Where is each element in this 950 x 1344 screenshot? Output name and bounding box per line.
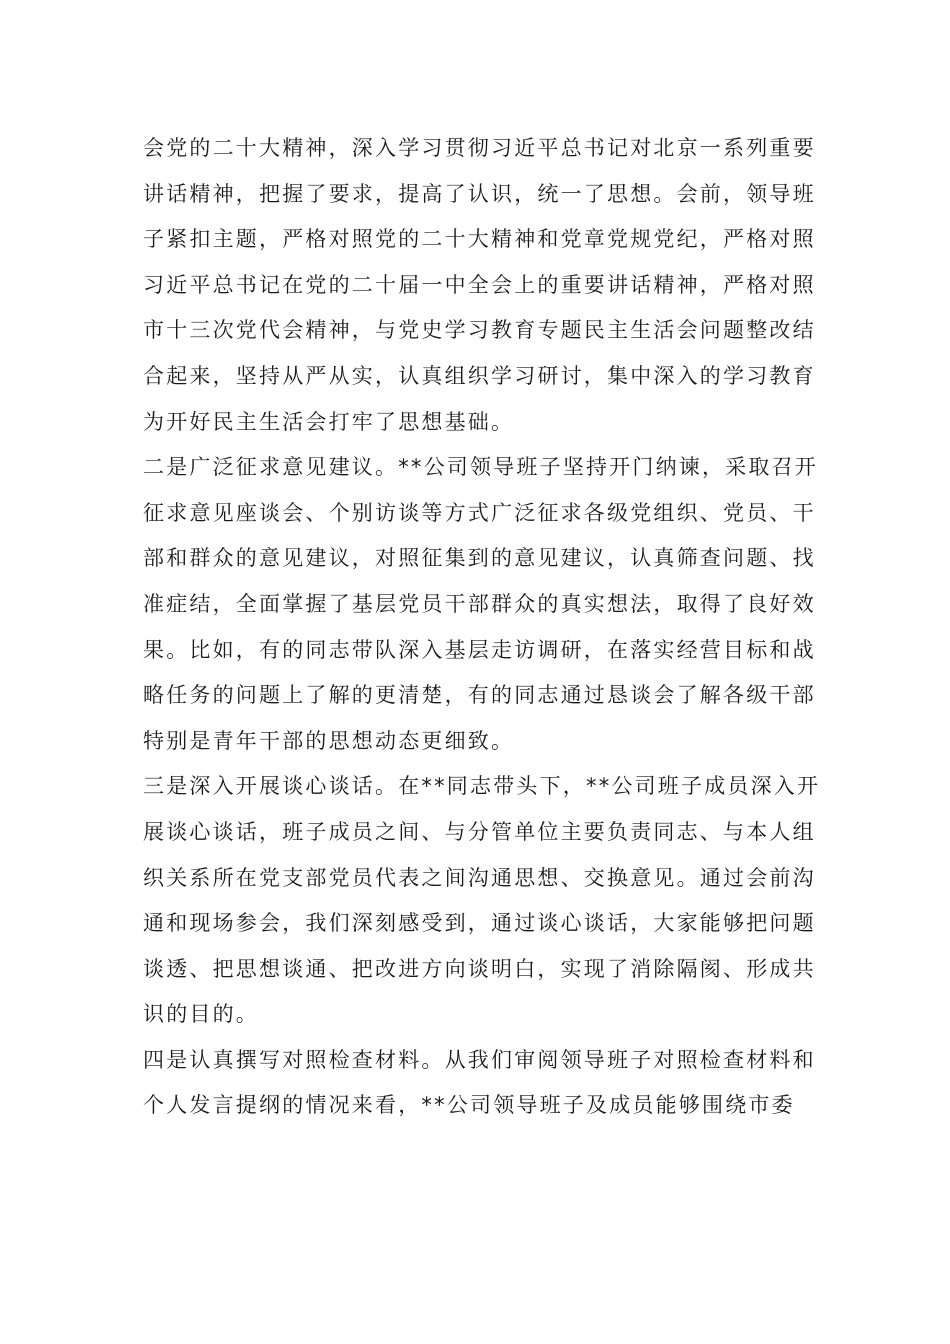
text-line: 三是深入开展谈心谈话。在**同志带头下，**公司班子成员深入开 [143,774,821,799]
text-line: 谈透、把思想谈通、把改进方向谈明白，实现了消除隔阂、形成共 [143,956,816,981]
text-line: 部和群众的意见建议，对照征集到的意见建议，认真筛查问题、找 [143,546,816,571]
text-line: 市十三次党代会精神，与党史学习教育专题民主生活会问题整改结 [143,318,816,343]
text-line: 略任务的问题上了解的更清楚，有的同志通过恳谈会了解各级干部 [143,683,816,708]
text-line: 子紧扣主题，严格对照党的二十大精神和党章党规党纪，严格对照 [143,227,816,252]
text-line: 习近平总书记在党的二十届一中全会上的重要讲话精神，严格对照 [143,272,816,297]
paragraph-heart-to-heart-talks [143,764,821,1038]
text-line: 合起来，坚持从严从实，认真组织学习研讨，集中深入的学习教育 [143,363,816,388]
text-line: 为开好民主生活会打牢了思想基础。 [143,409,515,434]
text-line: 讲话精神，把握了要求，提高了认识，统一了思想。会前，领导班 [143,181,816,206]
text-line: 果。比如，有的同志带队深入基层走访调研，在落实经营目标和战 [143,637,816,662]
text-line: 准症结，全面掌握了基层党员干部群众的真实想法，取得了良好效 [143,591,816,616]
text-line: 征求意见座谈会、个别访谈等方式广泛征求各级党组织、党员、干 [143,500,816,525]
text-line: 四是认真撰写对照检查材料。从我们审阅领导班子对照检查材料和 [143,1047,816,1072]
paragraph-study-summary [143,126,816,445]
document-body [143,126,821,1129]
text-line: 织关系所在党支部党员代表之间沟通思想、交换意见。通过会前沟 [143,865,816,890]
paragraph-solicit-opinions [143,445,818,764]
text-line: 识的目的。 [143,1002,259,1027]
text-line: 特别是青年干部的思想动态更细致。 [143,728,515,753]
text-line: 会党的二十大精神，深入学习贯彻习近平总书记对北京一系列重要 [143,136,816,160]
text-line: 展谈心谈话，班子成员之间、与分管单位主要负责同志、与本人组 [143,819,816,844]
text-line: 通和现场参会，我们深刻感受到，通过谈心谈话，大家能够把问题 [143,911,816,936]
text-line: 二是广泛征求意见建议。**公司领导班子坚持开门纳谏，采取召开 [143,455,818,480]
paragraph-review-materials [143,1038,816,1129]
text-line: 个人发言提纲的情况来看，**公司领导班子及成员能够围绕市委 [143,1093,795,1118]
